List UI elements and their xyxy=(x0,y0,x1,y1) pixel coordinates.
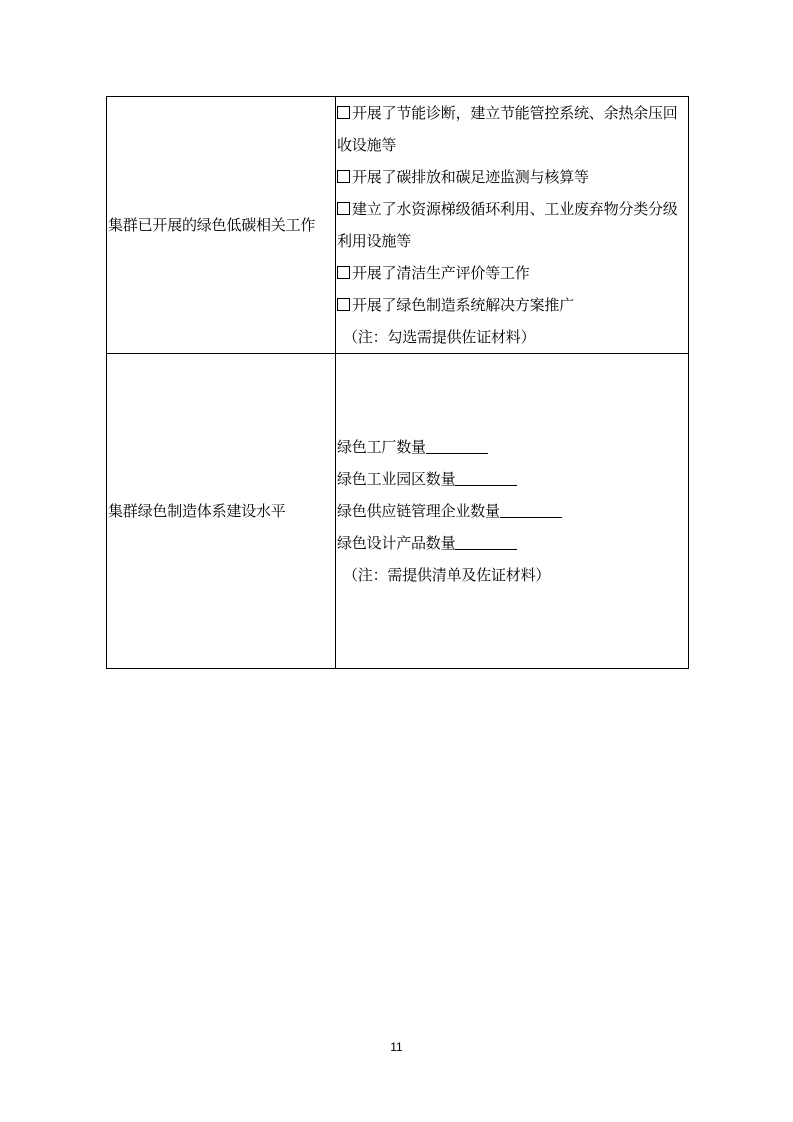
option-label: 开展了碳排放和碳足迹监测与核算等 xyxy=(352,168,589,186)
count-field xyxy=(337,495,688,527)
field-label: 绿色工厂数量 xyxy=(337,438,426,456)
note-text: （注：勾选需提供佐证材料） xyxy=(343,328,536,346)
checkbox-option[interactable] xyxy=(337,161,688,193)
blank-input[interactable] xyxy=(500,503,562,518)
checkbox-icon[interactable] xyxy=(337,170,350,183)
field-label: 绿色供应链管理企业数量 xyxy=(337,502,500,520)
field-label: 绿色设计产品数量 xyxy=(337,534,456,552)
option-label: 建立了水资源梯级循环利用、工业废弃物分类分级利用设施等 xyxy=(337,200,678,250)
green-system-fields xyxy=(336,354,689,669)
checkbox-option[interactable] xyxy=(337,289,688,321)
option-label: 开展了节能诊断，建立节能管控系统、余热余压回收设施等 xyxy=(337,104,678,154)
count-field xyxy=(337,527,688,559)
info-table xyxy=(106,96,689,669)
table-row xyxy=(107,354,689,669)
blank-input[interactable] xyxy=(455,535,517,550)
count-field xyxy=(337,463,688,495)
blank-input[interactable] xyxy=(455,471,517,486)
checkbox-icon[interactable] xyxy=(337,266,350,279)
field-label: 绿色工业园区数量 xyxy=(337,470,456,488)
checkbox-icon[interactable] xyxy=(337,298,350,311)
count-field xyxy=(337,431,688,463)
page-number: 11 xyxy=(390,1040,403,1054)
blank-input[interactable] xyxy=(426,439,488,454)
checkbox-icon[interactable] xyxy=(337,106,350,119)
checkbox-option[interactable] xyxy=(337,193,688,257)
checkbox-option[interactable] xyxy=(337,257,688,289)
row-label-green-work: 集群已开展的绿色低碳相关工作 xyxy=(107,97,336,354)
option-label: 开展了清洁生产评价等工作 xyxy=(352,264,530,282)
row-label-green-system: 集群绿色制造体系建设水平 xyxy=(107,354,336,669)
green-work-options xyxy=(336,97,689,354)
checkbox-option[interactable] xyxy=(337,97,688,161)
table-row xyxy=(107,97,689,354)
option-label: 开展了绿色制造系统解决方案推广 xyxy=(352,296,575,314)
note-text: （注：需提供清单及佐证材料） xyxy=(343,566,551,584)
checkbox-icon[interactable] xyxy=(337,202,350,215)
